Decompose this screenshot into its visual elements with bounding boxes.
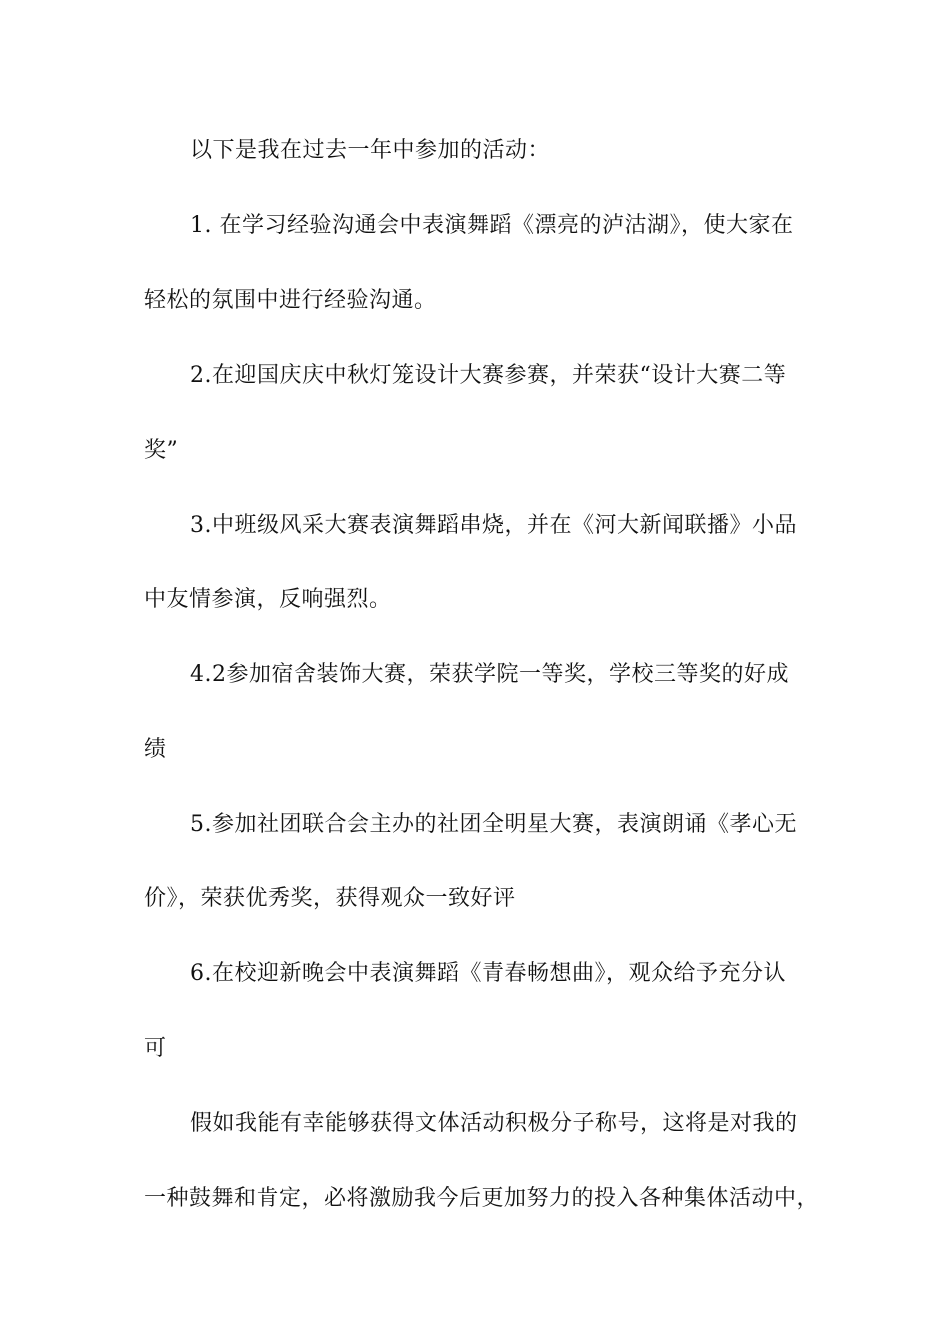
item-1-line-1: 1. 在学习经验沟通会中表演舞蹈《漂亮的泸沽湖》，使大家在 [190,213,794,238]
item-4-line-2: 绩 [144,737,167,762]
item-3-line-2: 中友情参演，反响强烈。 [144,587,392,612]
item-5-line-2: 价》，荣获优秀奖，获得观众一致好评 [144,886,516,911]
item-3-line-1: 3.中班级风采大赛表演舞蹈串烧，并在《河大新闻联播》小品 [190,513,797,538]
closing-line-1: 假如我能有幸能够获得文体活动积极分子称号，这将是对我的 [190,1111,798,1136]
item-4-line-1: 4.2参加宿舍装饰大赛，荣获学院一等奖，学校三等奖的好成 [190,662,789,687]
item-2-line-1: 2.在迎国庆庆中秋灯笼设计大赛参赛，并荣获“设计大赛二等 [190,363,787,388]
item-2-line-2: 奖” [144,438,179,463]
item-6-line-2: 可 [144,1036,167,1061]
closing-line-2: 一种鼓舞和肯定，必将激励我今后更加努力的投入各种集体活动中， [144,1186,820,1211]
item-5-line-1: 5.参加社团联合会主办的社团全明星大赛，表演朗诵《孝心无 [190,812,797,837]
item-1-line-2: 轻松的氛围中进行经验沟通。 [144,288,437,313]
intro-line: 以下是我在过去一年中参加的活动： [190,138,551,163]
item-6-line-1: 6.在校迎新晚会中表演舞蹈《青春畅想曲》，观众给予充分认 [190,961,786,986]
